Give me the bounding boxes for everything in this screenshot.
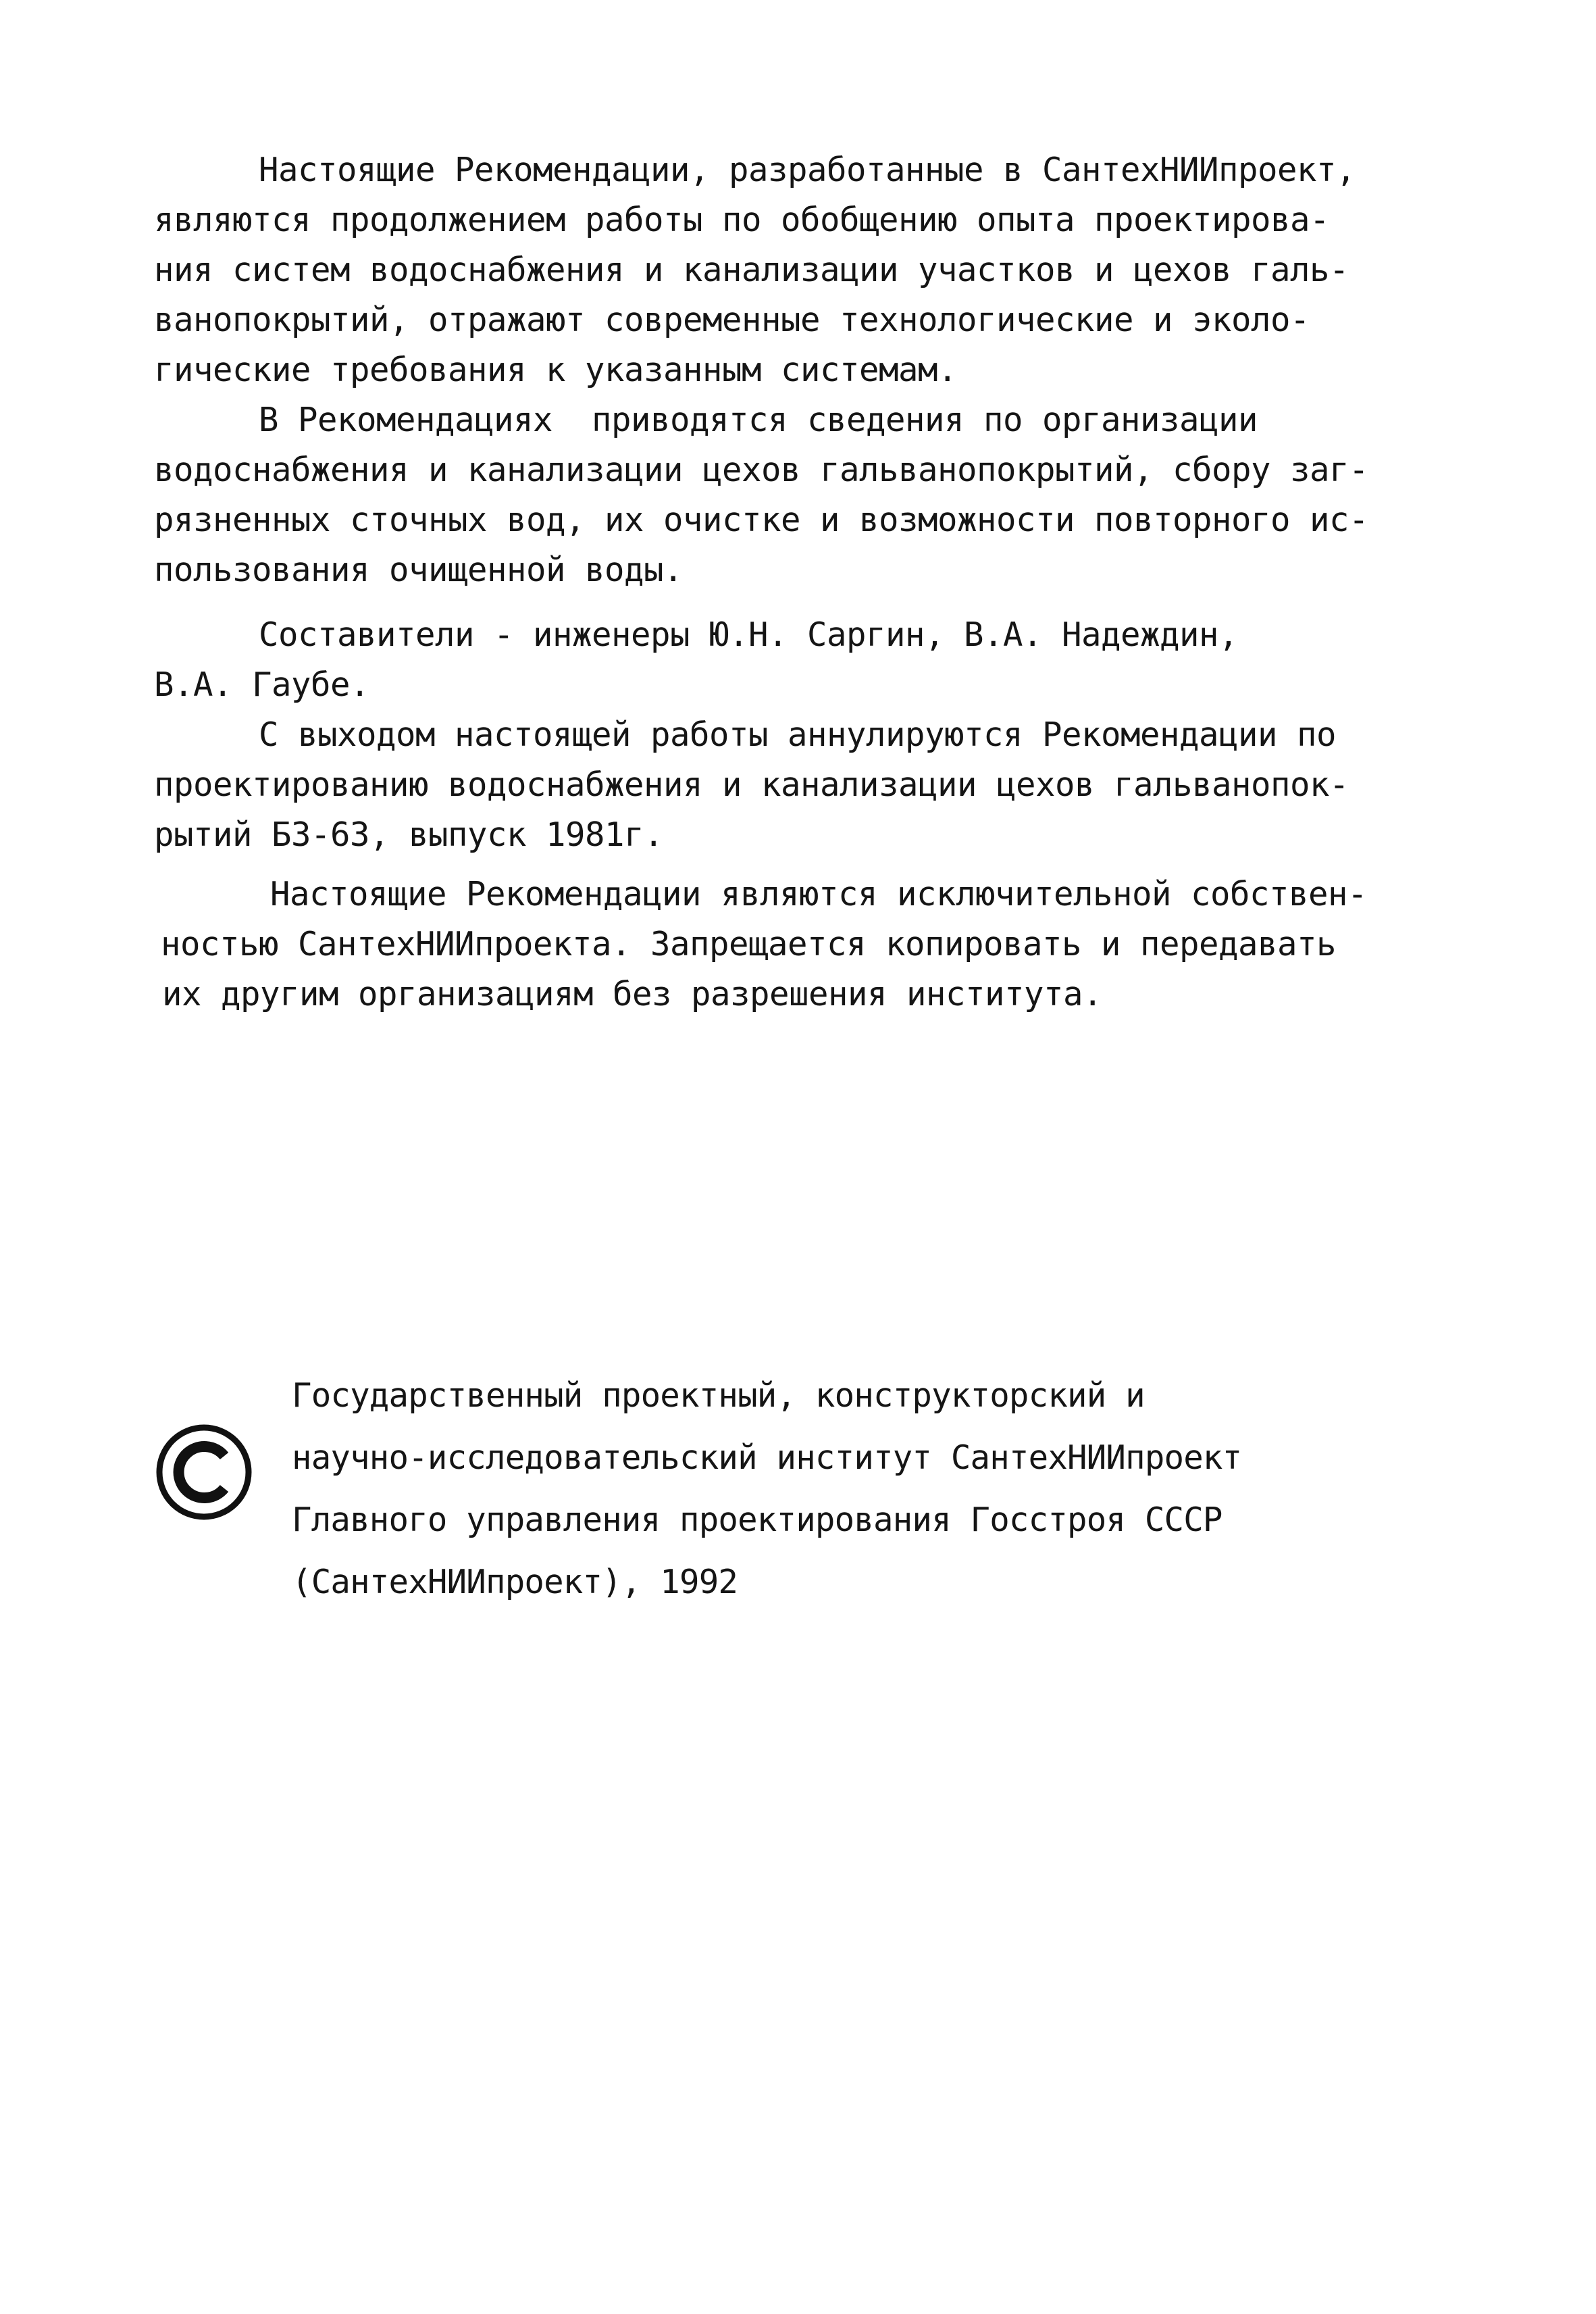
- copyright-icon: [154, 1422, 254, 1522]
- text-line: ния систем водоснабжения и канализации участков и цехов галь-: [154, 251, 1349, 289]
- text-line: рязненных сточных вод, их очистке и возможности повторного ис-: [154, 501, 1369, 539]
- text-line: рытий БЗ-63, выпуск 1981г.: [154, 815, 664, 854]
- text-line: их другим организациям без разрешения института.: [162, 975, 1103, 1013]
- text-line: гические требования к указанным системам.: [154, 351, 958, 389]
- text-line: ванопокрытий, отражают современные технологические и эколо-: [154, 301, 1310, 339]
- text-line: Составители - инженеры Ю.Н. Саргин, В.А. Надеждин,: [259, 615, 1239, 654]
- text-line: В.А. Гаубе.: [154, 665, 370, 704]
- imprint-line: Главного управления проектирования Госстроя СССР: [292, 1501, 1222, 1539]
- paragraph-contents: [154, 395, 1478, 595]
- text-line: ностью СантехНИИпроекта. Запрещается копировать и передавать: [161, 925, 1337, 963]
- text-line: Настоящие Рекомендации являются исключительной собствен-: [270, 875, 1368, 913]
- text-line: проектированию водоснабжения и канализации цехов гальванопок-: [154, 765, 1349, 804]
- text-line: Настоящие Рекомендации, разработанные в СантехНИИпроект,: [259, 151, 1356, 189]
- paragraph-notice: [154, 870, 1478, 1020]
- imprint-line: научно-исследовательский институт СантехНИИпроект: [292, 1438, 1242, 1477]
- text-line: водоснабжения и канализации цехов гальванопокрытий, сбору заг-: [154, 451, 1369, 489]
- imprint-line: (СантехНИИпроект), 1992: [292, 1563, 738, 1601]
- paragraph-authors: [154, 610, 1478, 710]
- text-line: В Рекомендациях приводятся сведения по организации: [259, 401, 1258, 439]
- text-line: С выходом настоящей работы аннулируются Рекомендации по: [259, 715, 1337, 754]
- paragraph-supersedes: [154, 710, 1478, 860]
- text-line: являются продолжением работы по обобщению опыта проектирова-: [154, 201, 1330, 239]
- publisher-imprint: [292, 1365, 1508, 1613]
- imprint-line: Государственный проектный, конструкторский и: [292, 1376, 1145, 1415]
- text-line: пользования очищенной воды.: [154, 551, 684, 589]
- paragraph-intro: [154, 145, 1478, 395]
- body-text: [154, 145, 1478, 1020]
